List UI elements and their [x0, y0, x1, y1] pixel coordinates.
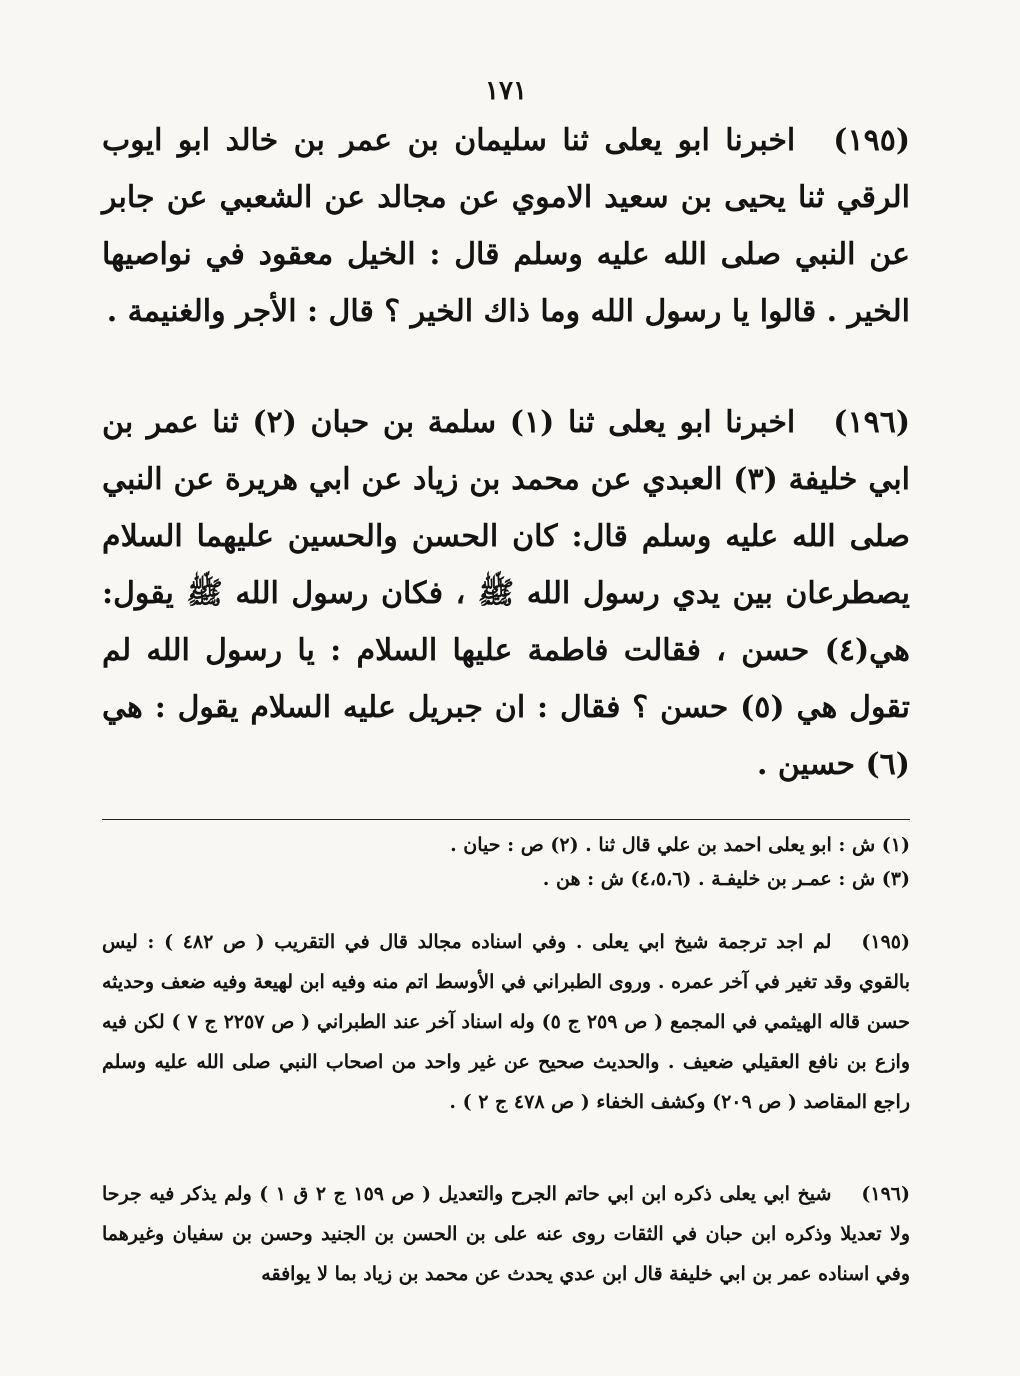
- commentary-text: شيخ ابي يعلى ذكره ابن ابي حاتم الجرح والتعديل ( ص ١٥٩ ج ٢ ق ١ ) ولم يذكر فيه جرحا ولا تعديلا وذكره ابن حبان في الثقات روى عنه على بن الحسن بن الجنيد وحسن بن سفيان وغيرهما وفي اسناده عمر بن ابي خليفة قال ابن عدي يحدث عن محمد بن زياد بما لا يوافقه: [102, 1183, 910, 1285]
- hadith-text: اخبرنا ابو يعلى ثنا سليمان بن عمر بن خالد ابو ايوب الرقي ثنا يحيى بن سعيد الاموي عن مجالد عن الشعبي عن جابر عن النبي صلى الله عليه وسلم قال : الخيل معقود في نواصيها الخير . قالوا يا رسول الله وما ذاك الخير ؟ قال : الأجر والغنيمة .: [102, 123, 910, 329]
- commentary-number: (١٩٥): [861, 931, 911, 953]
- footnote-line: (٣) ش : عمـر بن خليفـة . (٤،٥،٦) ش : هن .: [542, 868, 910, 890]
- hadith-number: (١٩٥): [833, 123, 911, 158]
- commentary-number: (١٩٦): [861, 1183, 910, 1205]
- page-number: ١٧١: [485, 76, 527, 106]
- footnote-divider: [102, 819, 910, 820]
- commentary-195: [102, 922, 910, 1122]
- hadith-text: اخبرنا ابو يعلى ثنا (١) سلمة بن حبان (٢) ثنا عمر بن ابي خليفة (٣) العبدي عن محمد بن زياد عن ابي هريرة عن النبي صلى الله عليه وسلم قال: كان الحسن والحسين عليهما السلام يصطرعان بين يدي رسول الله ﷺ ، فكان رسول الله ﷺ يقول: هي(٤) حسن ، فقالت فاطمة عليها السلام : يا رسول الله لم تقول هي (٥) حسن ؟ فقال : ان جبريل عليه السلام يقول : هي (٦) حسين .: [102, 405, 911, 782]
- hadith-number: (١٩٦): [833, 405, 911, 440]
- book-page: [102, 70, 910, 1360]
- footnote-line: (١) ش : ابو يعلى احمد بن علي قال ثنا . (٢) ص : حيان .: [450, 834, 910, 856]
- commentary-196: [102, 1174, 910, 1294]
- commentary-text: لم اجد ترجمة شيخ ابي يعلى . وفي اسناده مجالد قال في التقريب ( ص ٤٨٢ ) : ليس بالقوي وقد تغير في آخر عمره . وروى الطبراني في الأوسط اتم منه وفيه ابن لهيعة وفيه ضعف وحديثه حسن قاله الهيثمي في المجمع ( ص ٢٥٩ ج ٥) وله اسناد آخر عند الطبراني ( ص ٢٢٥٧ ج ٧ ) لكن فيه وازع بن نافع العقيلي ضعيف . والحديث صحيح عن غير واحد من اصحاب النبي صلى الله عليه وسلم راجع المقاصد ( ص ٢٠٩) وكشف الخفاء ( ص ٤٧٨ ج ٢ ) .: [102, 931, 911, 1113]
- footnotes: [102, 828, 910, 896]
- hadith-195: [102, 112, 910, 340]
- hadith-196: [102, 394, 910, 793]
